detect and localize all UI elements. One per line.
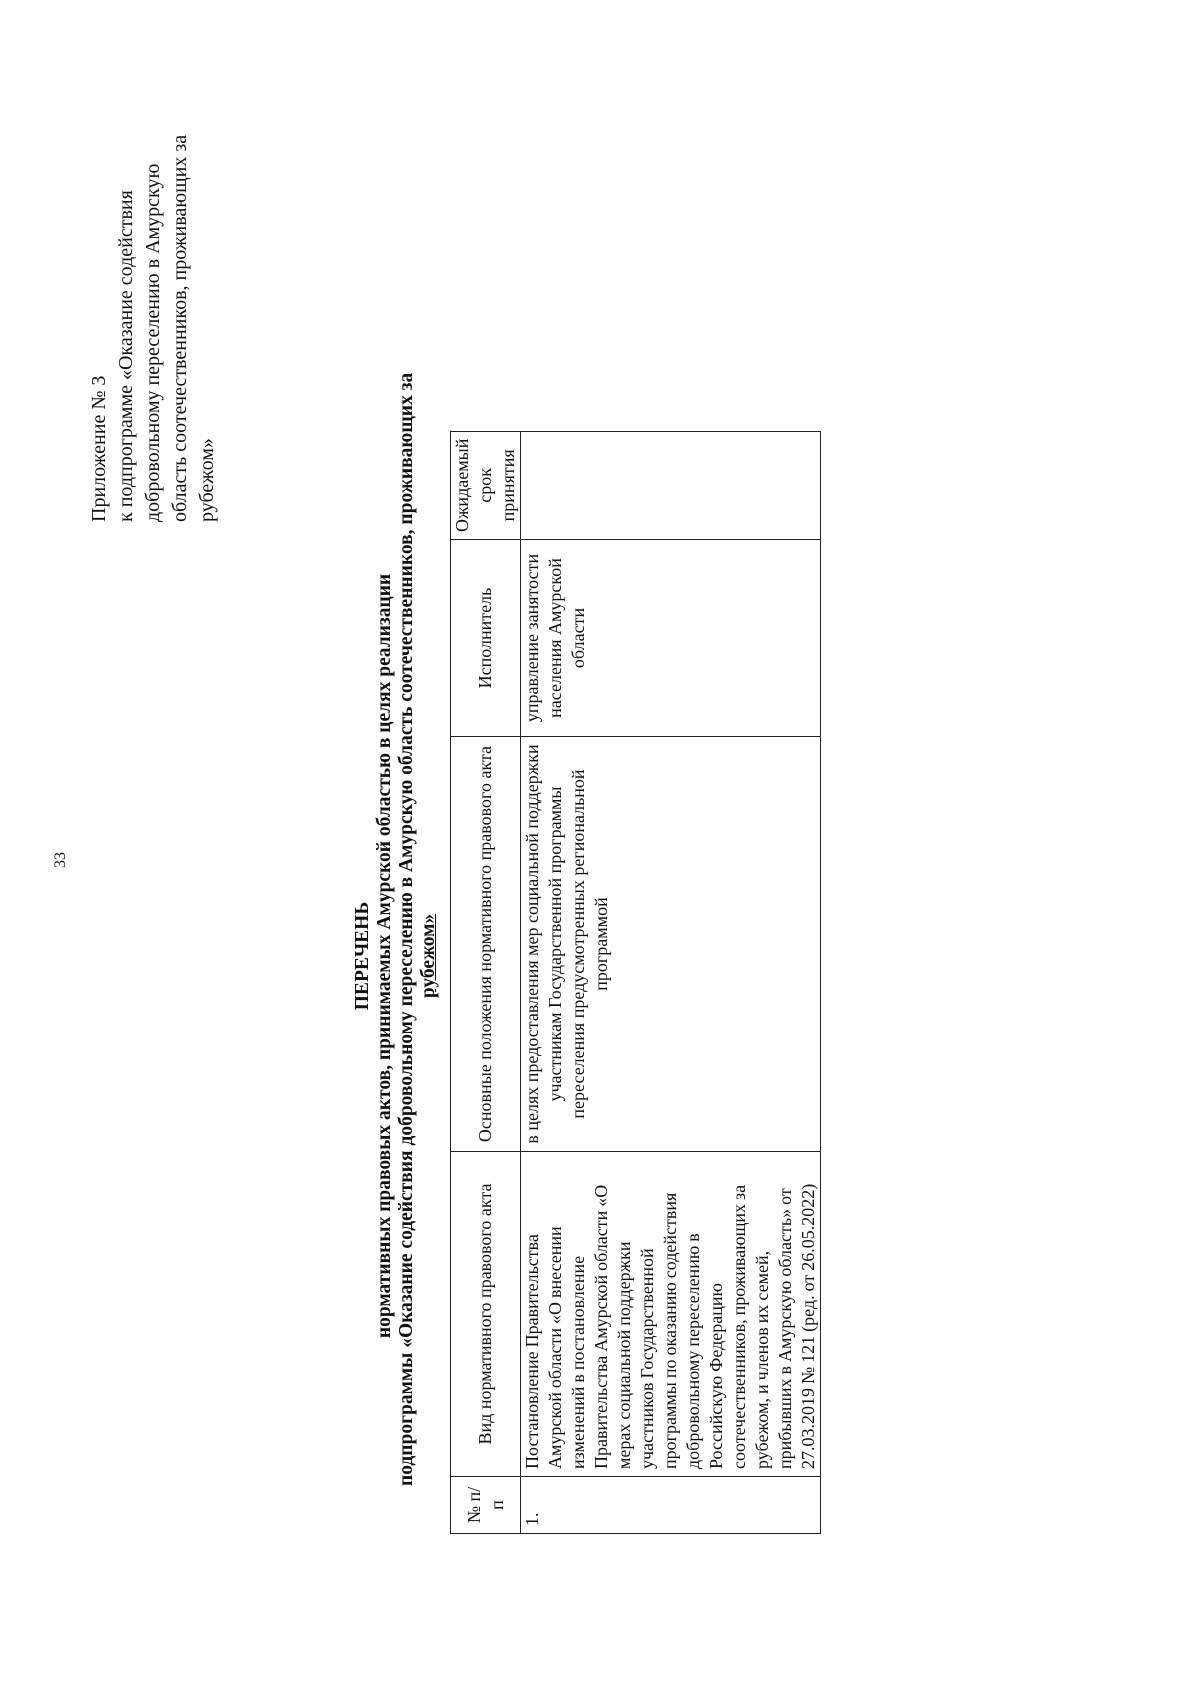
header-term: Ожидаемый срок принятия: [451, 431, 521, 539]
header-provisions: Основные положения нормативного правового акта: [451, 737, 521, 1152]
document-title: ПЕРЕЧЕНЬ: [352, 901, 373, 1011]
heading-line: подпрограммы «Оказание содействия добровольному переселению в Амурскую область соотечественников, проживающих за: [396, 372, 417, 1486]
page-number: 33: [52, 852, 69, 868]
acts-table-wrapper: [450, 431, 821, 1534]
document-heading: [352, 372, 440, 1486]
table-header-row: [451, 431, 521, 1533]
header-num: № п/п: [451, 1477, 521, 1534]
appendix-line: Приложение № 3: [88, 375, 110, 522]
acts-table: [450, 431, 821, 1534]
appendix-line: к подпрограмме «Оказание содействия: [115, 190, 137, 522]
header-kind: Вид нормативного правового акта: [451, 1152, 521, 1477]
heading-line: нормативных правовых актов, принимаемых Амурской областью в целях реализации: [374, 573, 395, 1339]
appendix-line: добровольному переселению в Амурскую: [142, 163, 164, 522]
appendix-line: рубежом»: [196, 438, 218, 522]
cell-provisions: в целях предоставления мер социальной поддержки участникам Государственной программы переселения предусмотренных региональной программой: [521, 737, 821, 1152]
heading-line: рубежом»: [418, 913, 439, 999]
cell-term: [521, 431, 821, 539]
cell-num: 1.: [521, 1477, 821, 1534]
cell-executor: управление занятости населения Амурской области: [521, 540, 821, 737]
cell-kind: Постановление Правительства Амурской области «О внесении изменений в постановление Правительства Амурской области «О мерах социальной поддержки участников Государственной программы по оказанию содействия добровольному переселению в Российскую Федерацию соотечественников, проживающих за рубежом, и членов их семей, прибывших в Амурскую область» от 27.03.2019 № 121 (ред. от 26.05.2022): [521, 1152, 821, 1477]
header-executor: Исполнитель: [451, 540, 521, 737]
appendix-line: область соотечественников, проживающих за: [169, 134, 191, 522]
appendix-note: [86, 102, 221, 522]
table-row: [521, 431, 821, 1533]
